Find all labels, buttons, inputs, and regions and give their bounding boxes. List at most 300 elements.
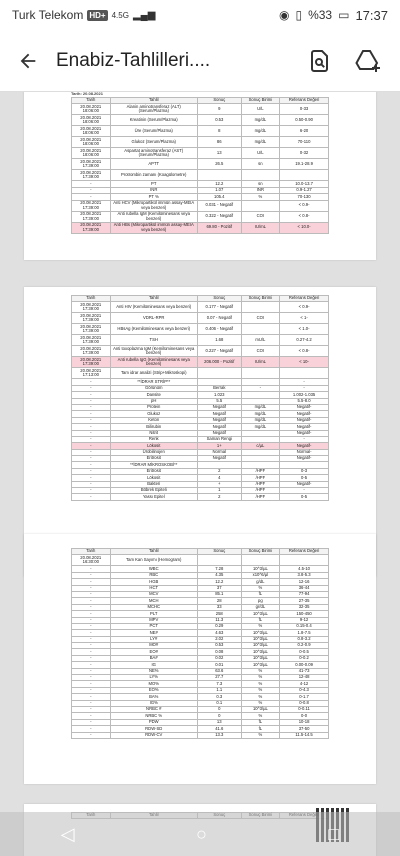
cell-result: 0.29 <box>197 623 241 629</box>
cell-reference: 32-35 <box>280 604 329 610</box>
cell-date: - <box>72 430 111 436</box>
column-header: Sonuç <box>197 549 241 555</box>
cell-test-name: Anti HCV (Mikropartikül immün assay-MEIA veya benzeri) <box>110 200 197 211</box>
status-bar <box>0 0 400 30</box>
cell-unit: sn <box>241 181 280 187</box>
table-row <box>72 170 329 181</box>
table-row <box>72 346 329 357</box>
table-row <box>72 104 329 115</box>
cell-reference: 0-0.11 <box>280 706 329 712</box>
cell-result: 1.1 <box>197 687 241 693</box>
cell-result: Negatif <box>197 424 241 430</box>
page-header-note: Tarih: 20.08.2021 <box>71 92 103 96</box>
cell-result: 0.3 <box>197 694 241 700</box>
cell-reference: 0-0.8 <box>280 700 329 706</box>
cell-test-name: Anti HIV (Kemilüminesans veya benzeri) <box>110 302 197 313</box>
cell-date: - <box>72 623 111 629</box>
nav-back-icon[interactable]: ◁ <box>60 823 75 844</box>
cell-result: 0.07 - Negatif <box>197 313 241 324</box>
cell-date: - <box>72 456 111 462</box>
cell-test-name: Glukoz (Serum/Plazma) <box>110 137 197 148</box>
cell-unit: - <box>241 385 280 391</box>
cell-result: + <box>197 481 241 487</box>
cell-result: Saman Rengi <box>197 436 241 442</box>
cell-test-name: Anti rubella IgM (Kemilüminesans veya benzeri) <box>110 211 197 222</box>
cell-reference: < 0.9- <box>280 200 329 211</box>
cell-unit: % <box>241 732 280 738</box>
cell-unit <box>241 200 280 211</box>
cell-test-name: Bilirubin <box>110 424 197 430</box>
cell-result: 258 <box>197 611 241 617</box>
cell-reference: 150-450 <box>280 611 329 617</box>
results-table-1 <box>71 97 329 234</box>
cell-result: 1.68 <box>197 335 241 346</box>
cell-date: - <box>72 643 111 649</box>
cell-reference: 5.5-8.0 <box>280 398 329 404</box>
cell-test-name: PCT <box>110 623 197 629</box>
cell-reference: Negatif- <box>280 456 329 462</box>
cell-unit: U/L <box>241 104 280 115</box>
cell-unit: mU/L <box>241 335 280 346</box>
cell-unit: /HPF <box>241 468 280 474</box>
cell-date: - <box>72 617 111 623</box>
cell-unit: pg <box>241 598 280 604</box>
cell-date: - <box>72 468 111 474</box>
cell-reference: Negatif- <box>280 417 329 423</box>
cell-unit: COI <box>241 211 280 222</box>
clock: 17:37 <box>355 7 388 23</box>
nav-home-icon[interactable]: ○ <box>196 823 207 844</box>
column-header: Sonuç <box>197 98 241 104</box>
cell-reference: - <box>280 385 329 391</box>
cell-date: - <box>72 404 111 410</box>
cell-unit: x10^6/µl <box>241 572 280 578</box>
cell-date: 20.08.2021 18:06:00 <box>72 137 111 148</box>
cell-test-name: APTT <box>110 159 197 170</box>
cell-reference: 1.8-7.5 <box>280 630 329 636</box>
cell-test-name: EO% <box>110 687 197 693</box>
cell-reference: - <box>280 436 329 442</box>
cell-reference: < 0.8- <box>280 346 329 357</box>
cell-result <box>197 170 241 181</box>
cell-date: 20.08.2021 18:06:00 <box>72 126 111 137</box>
column-header: Tahlil <box>110 296 197 302</box>
table-row <box>72 335 329 346</box>
cell-reference: 70-130 <box>280 194 329 200</box>
cell-result: 0.322 - Negatif <box>197 211 241 222</box>
cell-result: 0 <box>197 713 241 719</box>
table-row <box>72 313 329 324</box>
table-row <box>72 211 329 222</box>
cell-reference: < 1.0- <box>280 324 329 335</box>
cell-date: 20.08.2021 18:06:00 <box>72 115 111 126</box>
cell-unit: % <box>241 668 280 674</box>
cell-test-name: INR <box>110 187 197 193</box>
column-header: Sonuç Birimi <box>241 98 280 104</box>
cell-unit: % <box>241 623 280 629</box>
cell-reference: 11.5-14.5 <box>280 732 329 738</box>
cell-reference <box>280 555 329 566</box>
cell-date: - <box>72 379 111 385</box>
cell-date: - <box>72 713 111 719</box>
cell-test-name: NRBC % <box>110 713 197 719</box>
cell-test-name: Nitrit <box>110 430 197 436</box>
cell-result: 0.406 - Negatif <box>197 324 241 335</box>
cell-test-name: Anti HBs (Mikropartikül immün assay-MEIA veya benzeri) <box>110 222 197 233</box>
cell-result: 105.4 <box>197 194 241 200</box>
cell-reference: 0-5 <box>280 494 329 500</box>
battery-level: %33 <box>308 8 333 22</box>
cell-result: 11.3 <box>197 617 241 623</box>
cell-test-name: NE% <box>110 668 197 674</box>
cell-result: 69.80 - Pozitif <box>197 222 241 233</box>
cell-reference: 77-94 <box>280 591 329 597</box>
cell-reference: 10-18 <box>280 719 329 725</box>
cell-result: 85.1 <box>197 591 241 597</box>
cell-result: 0.02 <box>197 655 241 661</box>
cell-reference: Normal- <box>280 449 329 455</box>
cell-reference: 0-0.5 <box>280 649 329 655</box>
cell-unit: sn <box>241 159 280 170</box>
cell-date: - <box>72 194 111 200</box>
cell-reference: 70-110 <box>280 137 329 148</box>
cell-result: 28 <box>197 598 241 604</box>
cell-date: - <box>72 604 111 610</box>
cell-reference: 36-44 <box>280 585 329 591</box>
cell-result: 8 <box>197 126 241 137</box>
cell-test-name: IG <box>110 662 197 668</box>
cell-result: 13.3 <box>197 732 241 738</box>
cell-result <box>197 368 241 379</box>
cell-date: - <box>72 630 111 636</box>
cell-unit: % <box>241 713 280 719</box>
cell-unit: % <box>241 687 280 693</box>
cell-unit: U/L <box>241 148 280 159</box>
cell-result: 33 <box>197 604 241 610</box>
cell-date: - <box>72 449 111 455</box>
cell-date: - <box>72 475 111 481</box>
cell-reference: 0.8-3.2 <box>280 636 329 642</box>
cell-date: - <box>72 681 111 687</box>
cell-date: - <box>72 481 111 487</box>
cell-unit: 10^3/µL <box>241 706 280 712</box>
cell-test-name: Üre (Serum/Plazma) <box>110 126 197 137</box>
column-header: Sonuç <box>197 296 241 302</box>
column-header: Tahlil <box>110 549 197 555</box>
cell-test-name: MCH <box>110 598 197 604</box>
vibrate-icon: ▯ <box>295 8 303 22</box>
cell-date: - <box>72 649 111 655</box>
cell-unit: mg/dL <box>241 424 280 430</box>
cell-unit: COI <box>241 346 280 357</box>
cell-reference: 1.002-1.035 <box>280 392 329 398</box>
cell-date: 20.08.2021 18:06:00 <box>72 104 111 115</box>
cell-date: - <box>72 706 111 712</box>
cell-date: 20.08.2021 17:13:00 <box>72 368 111 379</box>
cell-unit: 10^3/µL <box>241 630 280 636</box>
cell-unit <box>241 170 280 181</box>
cell-date: 20.08.2021 16:30:00 <box>72 555 111 566</box>
cell-date: - <box>72 598 111 604</box>
cell-result: 1.023 <box>197 392 241 398</box>
cell-result: Negatif <box>197 404 241 410</box>
cell-reference: - <box>280 488 329 494</box>
cell-result: Negatif <box>197 417 241 423</box>
cell-test-name: LY% <box>110 675 197 681</box>
cell-test-name: PDW <box>110 719 197 725</box>
cell-unit: fL <box>241 726 280 732</box>
cell-unit: 10^3/µL <box>241 643 280 649</box>
cell-test-name: EO# <box>110 649 197 655</box>
cell-date: 20.08.2021 17:39:00 <box>72 335 111 346</box>
cell-result: 0 <box>197 706 241 712</box>
cell-test-name: Anti rubella IgG (Kemilüminesans veya benzeri) <box>110 357 197 368</box>
cell-test-name: Renk <box>110 436 197 442</box>
cell-date: - <box>72 675 111 681</box>
cell-test-name: Yassı Epitel <box>110 494 197 500</box>
cell-test-name: LY# <box>110 636 197 642</box>
cell-date: 20.08.2021 17:39:00 <box>72 313 111 324</box>
cell-unit: /HPF <box>241 481 280 487</box>
cell-result: 2.02 <box>197 636 241 642</box>
cell-date: - <box>72 187 111 193</box>
cell-result: 12.2 <box>197 579 241 585</box>
cell-unit: 10^3/µL <box>241 649 280 655</box>
cell-test-name: RBC <box>110 572 197 578</box>
cell-result: 4 <box>197 475 241 481</box>
cell-test-name: MCHC <box>110 604 197 610</box>
cell-unit: 10^3/µL <box>241 662 280 668</box>
cell-date: - <box>72 572 111 578</box>
cell-test-name: IG% <box>110 700 197 706</box>
column-header: Tarih <box>72 98 111 104</box>
cell-test-name: Görünüm <box>110 385 197 391</box>
table-row-flagged <box>72 222 329 233</box>
cell-test-name: **İDRAR MİKROSKOBİ** <box>110 462 197 468</box>
cell-unit: 10^3/µL <box>241 566 280 572</box>
cell-date: - <box>72 662 111 668</box>
search-document-icon[interactable] <box>296 37 344 85</box>
table-row <box>72 200 329 211</box>
cell-reference <box>280 170 329 181</box>
cell-test-name: Tam Kan Sayımı (Hemogram) <box>110 555 197 566</box>
cell-result: 86 <box>197 137 241 148</box>
cell-reference: 12-16 <box>280 579 329 585</box>
cell-date: - <box>72 694 111 700</box>
cell-unit: fL <box>241 591 280 597</box>
cell-unit: COI <box>241 313 280 324</box>
cell-test-name: Böbrek Epiteli <box>110 488 197 494</box>
cell-test-name: BA% <box>110 694 197 700</box>
cell-unit <box>241 368 280 379</box>
carrier-group <box>12 8 155 22</box>
cell-reference: 0-32 <box>280 148 329 159</box>
cell-unit: mg/dL <box>241 404 280 410</box>
cell-test-name: PT % <box>110 194 197 200</box>
cell-reference: Negatif- <box>280 481 329 487</box>
table-row <box>72 555 329 566</box>
table-row <box>72 148 329 159</box>
location-icon: ◉ <box>278 8 290 22</box>
cell-unit: gr/dL <box>241 604 280 610</box>
cell-test-name: Protrombin zamanı (Koagülometre) <box>110 170 197 181</box>
cell-test-name: PLT <box>110 611 197 617</box>
cell-date: - <box>72 655 111 661</box>
cell-unit: % <box>241 585 280 591</box>
cell-reference: 3.8-5.3 <box>280 572 329 578</box>
signal-label: 4.5G <box>111 10 129 20</box>
pdf-viewer[interactable] <box>0 92 400 856</box>
cell-result: 0.1 <box>197 700 241 706</box>
cell-unit: /HPF <box>241 494 280 500</box>
cell-date: 20.08.2021 17:39:00 <box>72 170 111 181</box>
cell-unit: % <box>241 194 280 200</box>
cell-test-name: Anti toxoplazma IgM (Kemilüminesans veya benzeri) <box>110 346 197 357</box>
cell-unit: IU/mL <box>241 222 280 233</box>
cell-test-name: HCT <box>110 585 197 591</box>
column-header: Referans Değeri <box>280 549 329 555</box>
cell-result: 0.177 - Negatif <box>197 302 241 313</box>
cell-unit: fL <box>241 719 280 725</box>
cell-result: 13 <box>197 719 241 725</box>
battery-icon: ▭ <box>338 8 350 22</box>
cell-reference: Negatif- <box>280 443 329 449</box>
cell-result: 4.63 <box>197 630 241 636</box>
cell-unit <box>241 302 280 313</box>
cell-date: 20.08.2021 17:39:00 <box>72 346 111 357</box>
cell-test-name: Keton <box>110 417 197 423</box>
results-table-2 <box>71 295 329 501</box>
cell-date: - <box>72 591 111 597</box>
cell-date: - <box>72 411 111 417</box>
cell-reference: < 0.9- <box>280 302 329 313</box>
cell-test-name: Glukoz <box>110 411 197 417</box>
cell-test-name: VDRL-RPR <box>110 313 197 324</box>
cell-reference <box>280 368 329 379</box>
cell-test-name: WBC <box>110 566 197 572</box>
cell-unit: mg/dL <box>241 137 280 148</box>
cell-reference: 37-50 <box>280 726 329 732</box>
cell-date: - <box>72 424 111 430</box>
cell-reference: 19.1-28.9 <box>280 159 329 170</box>
cell-result: 26.5 <box>197 159 241 170</box>
cell-unit: INR <box>241 187 280 193</box>
nav-recents-icon[interactable]: □ <box>328 823 340 844</box>
cell-date: - <box>72 611 111 617</box>
cell-result: 13 <box>197 148 241 159</box>
cell-unit: % <box>241 694 280 700</box>
cell-result: 0.53 <box>197 643 241 649</box>
cell-result: Negatif <box>197 411 241 417</box>
cell-reference: 0.27-4.2 <box>280 335 329 346</box>
cell-reference: < 1- <box>280 313 329 324</box>
cell-test-name: HBsAg (Kemilüminesans veya benzeri) <box>110 324 197 335</box>
cell-date: - <box>72 488 111 494</box>
pdf-page-3 <box>24 534 376 784</box>
cell-test-name: Kreatinin (Serum/Plazma) <box>110 115 197 126</box>
cell-unit <box>241 324 280 335</box>
cell-result: Negatif <box>197 456 241 462</box>
cell-reference: 0-3 <box>280 468 329 474</box>
back-arrow-icon[interactable] <box>0 30 56 92</box>
cell-test-name: Eritrosit <box>110 456 197 462</box>
cell-reference: 0-0.2 <box>280 655 329 661</box>
cell-result: 63.6 <box>197 668 241 674</box>
table-row <box>72 494 329 500</box>
cell-reference: 0-1.7 <box>280 694 329 700</box>
cell-date: - <box>72 732 111 738</box>
cell-test-name: Dansite <box>110 392 197 398</box>
cell-date: - <box>72 398 111 404</box>
table-row <box>72 159 329 170</box>
cell-result: Berrak <box>197 385 241 391</box>
cell-reference: Negatif- <box>280 404 329 410</box>
results-table-3 <box>71 548 329 739</box>
cell-test-name: HGB <box>110 579 197 585</box>
cell-date: 20.08.2021 17:39:00 <box>72 324 111 335</box>
cell-date: - <box>72 443 111 449</box>
cell-reference: Negatif- <box>280 411 329 417</box>
cell-reference: 0.15-0.4 <box>280 623 329 629</box>
cell-result: 206.000 - Pozitif <box>197 357 241 368</box>
cell-date: - <box>72 636 111 642</box>
cell-reference: 0-33 <box>280 104 329 115</box>
cell-date: - <box>72 726 111 732</box>
cell-result: 1+ <box>197 443 241 449</box>
cell-reference: 10.0-13.7 <box>280 181 329 187</box>
cell-result: 7.3 <box>197 681 241 687</box>
cell-test-name: NRBC # <box>110 706 197 712</box>
cell-date: 20.08.2021 17:39:00 <box>72 357 111 368</box>
column-header: Referans Değeri <box>280 98 329 104</box>
table-row <box>72 324 329 335</box>
cell-test-name: Tam idrar analizi (Strip+Mikroskopi) <box>110 368 197 379</box>
cell-unit: IU/mL <box>241 357 280 368</box>
cell-reference: 4.5-10 <box>280 566 329 572</box>
drive-add-icon[interactable] <box>344 37 392 85</box>
table-row <box>72 115 329 126</box>
cell-reference: < 10- <box>280 357 329 368</box>
cell-unit: % <box>241 700 280 706</box>
cell-date: 20.08.2021 17:39:00 <box>72 302 111 313</box>
cell-result: 0.53 <box>197 115 241 126</box>
cell-reference: Negatif- <box>280 430 329 436</box>
cell-date: - <box>72 385 111 391</box>
column-header: Tarih <box>72 549 111 555</box>
cell-test-name: MO% <box>110 681 197 687</box>
cell-date: - <box>72 181 111 187</box>
cell-result: 7.28 <box>197 566 241 572</box>
status-right <box>279 8 388 23</box>
cell-date: 20.08.2021 18:06:00 <box>72 148 111 159</box>
carrier-name: Turk Telekom <box>12 8 84 22</box>
cell-test-name: Lökosit <box>110 475 197 481</box>
cell-reference: Negatif- <box>280 424 329 430</box>
cell-unit: /HPF <box>241 488 280 494</box>
cell-test-name: PT <box>110 181 197 187</box>
cell-test-name: Eritrosit <box>110 468 197 474</box>
cell-date: - <box>72 687 111 693</box>
cell-result: 1.07 <box>197 187 241 193</box>
cell-reference: < 0.8- <box>280 211 329 222</box>
cell-result: 2 <box>197 468 241 474</box>
cell-test-name: MCV <box>110 591 197 597</box>
cell-result: 27.7 <box>197 675 241 681</box>
cell-test-name: Bakteri <box>110 481 197 487</box>
cell-test-name: TSH <box>110 335 197 346</box>
table-row <box>72 732 329 738</box>
table-row <box>72 126 329 137</box>
